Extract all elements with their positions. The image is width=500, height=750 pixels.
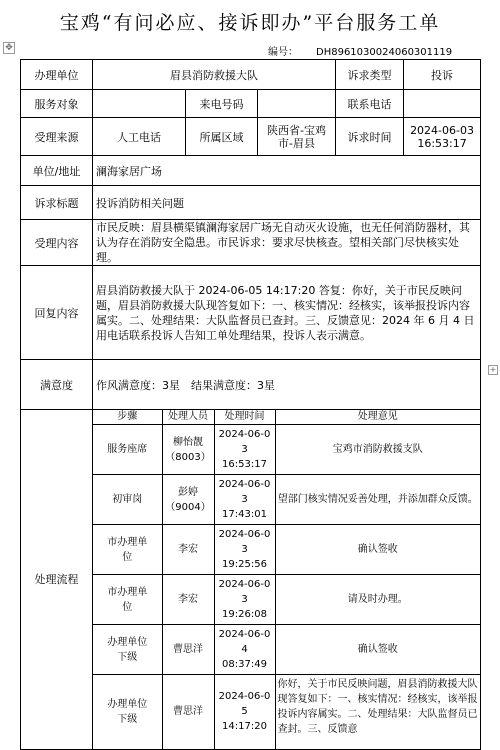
service-target-label: 服务对象	[21, 90, 93, 118]
source-value: 人工电话	[93, 118, 186, 156]
flow-header-time: 处理时间	[214, 410, 275, 425]
service-target-value	[93, 90, 186, 118]
reply-value: 眉县消防救援大队于 2024-06-05 14:17:20 答复：你好，关于市民反映问题，眉县消防救援大队现答复如下：一、核实情况：经核实，该举报投诉内容属实。二、处理结果：大队监督员已查封。三、反馈意见：2024 年 6 月 4 日用电话联系投诉人告知工单处理结果，投诉人表示满意。	[93, 266, 481, 360]
flow-row	[93, 575, 480, 625]
flow-row	[93, 675, 480, 749]
flow-opinion: 确认签收	[275, 625, 480, 675]
flow-row	[93, 475, 480, 525]
flow-opinion: 确认签收	[275, 525, 480, 575]
time-label: 诉求时间	[336, 118, 404, 156]
flow-time: 2024-06-0 3 17:43:01	[214, 475, 275, 525]
flow-row	[93, 425, 480, 475]
flow-step: 服务座席	[93, 425, 162, 475]
unit-label: 办理单位	[21, 60, 93, 90]
address-value: 澜海家居广场	[93, 156, 481, 186]
flow-row	[93, 525, 480, 575]
address-label: 单位/地址	[21, 156, 93, 186]
flow-header-step: 步骤	[93, 410, 162, 425]
flow-person: 曹思洋	[162, 625, 214, 675]
flow-step: 办理单位 下级	[93, 625, 162, 675]
flow-step: 市办理单 位	[93, 575, 162, 625]
content-label: 受理内容	[21, 220, 93, 266]
flow-opinion: 你好，关于市民反映问题，眉县消防救援大队现答复如下：一、核实情况：经核实，该举报投诉内容属实。二、处理结果：大队监督员已查封。三、反馈意	[275, 675, 480, 749]
table-edge-plus-icon[interactable]: +	[489, 365, 497, 374]
work-order-table	[20, 59, 481, 750]
flow-time: 2024-06-0 3 16:53:17	[214, 425, 275, 475]
flow-header-person: 处理人员	[162, 410, 214, 425]
flow-row	[93, 625, 480, 675]
caller-phone-value	[258, 90, 336, 118]
flow-table	[93, 410, 480, 749]
region-value: 陕西省-宝鸡市-眉县	[258, 118, 336, 156]
time-value: 2024-06-03 16:53:17	[404, 118, 481, 156]
complaint-type-value: 投诉	[404, 60, 481, 90]
flow-header-opinion: 处理意见	[275, 410, 480, 425]
region-label: 所属区域	[186, 118, 258, 156]
contact-phone-value	[404, 90, 481, 118]
subject-value: 投诉消防相关问题	[93, 186, 481, 220]
flow-step: 办理单位 下级	[93, 675, 162, 749]
flow-time: 2024-06-0 4 08:37:49	[214, 625, 275, 675]
flow-opinion: 望部门核实情况妥善处理，并添加群众反馈。	[275, 475, 480, 525]
flow-time: 2024-06-0 3 19:26:08	[214, 575, 275, 625]
reply-label: 回复内容	[21, 266, 93, 360]
satisfaction-label: 满意度	[21, 360, 93, 410]
flow-time: 2024-06-0 3 19:25:56	[214, 525, 275, 575]
satisfaction-value: 作风满意度：3星 结果满意度：3星	[93, 360, 481, 410]
flow-person: 曹思洋	[162, 675, 214, 749]
flow-person: 李宏	[162, 525, 214, 575]
flow-opinion: 请及时办理。	[275, 575, 480, 625]
contact-phone-label: 联系电话	[336, 90, 404, 118]
subject-label: 诉求标题	[21, 186, 93, 220]
page-title: 宝鸡“有问必应、接诉即办”平台服务工单	[59, 12, 441, 34]
content-value: 市民反映：眉县横渠镇澜海家居广场无自动灭火设施，也无任何消防器材，其认为存在消防安全隐患。市民诉求：要求尽快核查。望相关部门尽快核实处理。	[93, 220, 481, 266]
complaint-type-label: 诉求类型	[336, 60, 404, 90]
source-label: 受理来源	[21, 118, 93, 156]
flow-time: 2024-06-0 5 14:17:20	[214, 675, 275, 749]
number-value: DH8961030024060301119	[316, 47, 453, 58]
flow-person: 李宏	[162, 575, 214, 625]
caller-phone-label: 来电号码	[186, 90, 258, 118]
flow-person: 彭婷 （9004）	[162, 475, 214, 525]
flow-label: 处理流程	[21, 410, 93, 750]
flow-person: 柳怡靓 （8003）	[162, 425, 214, 475]
flow-cell	[93, 410, 481, 750]
flow-step: 初审岗	[93, 475, 162, 525]
unit-value: 眉县消防救援大队	[93, 60, 336, 90]
table-move-handle-icon[interactable]: ✥	[3, 42, 15, 54]
flow-step: 市办理单 位	[93, 525, 162, 575]
flow-opinion: 宝鸡市消防救援支队	[275, 425, 480, 475]
work-order-number	[268, 43, 452, 58]
number-label: 编号：	[268, 47, 298, 58]
